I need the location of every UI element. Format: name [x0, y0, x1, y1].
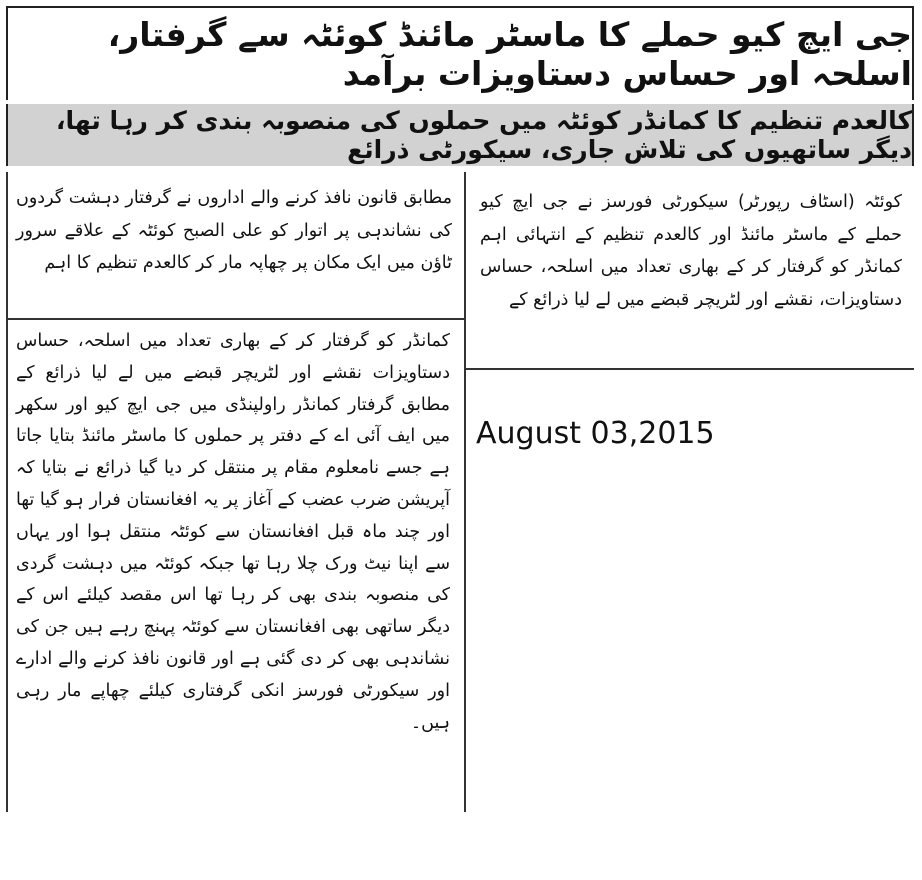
article-column-left-top — [8, 178, 460, 316]
headline: جی ایچ کیو حملے کا ماسٹر مائنڈ کوئٹہ سے گرفتار، اسلحہ اور حساس دستاویزات برآمد — [6, 6, 914, 100]
article-text-left-top: مطابق قانون نافذ کرنے والے اداروں نے گرفتار دہشت گردوں کی نشاندہی پر اتوار کو علی الصبح کوئٹہ کے علاقے سرور ٹاؤن میں ایک مکان پر چھاپہ مار کر کالعدم تنظیم کا اہم — [16, 188, 452, 273]
column-divider-bottom — [464, 318, 466, 812]
article-text-right: کوئٹہ (اسٹاف رپورٹر) سیکورٹی فورسز نے جی ایچ کیو حملے کے ماسٹر مائنڈ اور کالعدم تنظیم کے انتہائی اہم کمانڈر کو گرفتار کر کے بھاری تعداد میں اسلحہ، حساس دستاویزات، نقشے اور لٹریچر قبضے میں لے لیا ذرائع کے — [480, 192, 902, 310]
article-column-left-bottom — [8, 322, 460, 812]
article-text-left-bottom: کمانڈر کو گرفتار کر کے بھاری تعداد میں اسلحہ، حساس دستاویزات نقشے اور لٹریچر قبضے میں لے لیا ذرائع کے مطابق گرفتار کمانڈر راولپنڈی میں جی ایچ کیو اور سکھر میں ایف آئی اے کے دفتر پر حملوں کا ماسٹر مائنڈ بتایا جاتا ہے جسے نامعلوم مقام پر منتقل کر دیا گیا ذرائع نے بتایا کہ آپریشن ضرب عضب کے آغاز پر یہ افغانستان فرار ہو گیا تھا اور چند ماہ قبل افغانستان سے کوئٹہ منتقل ہوا اور یہاں سے اپنا نیٹ ورک چلا رہا تھا جبکہ کوئٹہ میں دہشت گردی کی منصوبہ بندی بھی کر رہا تھا اس مقصد کیلئے اس کے دیگر ساتھی بھی افغانستان سے کوئٹہ پہنچ رہے ہیں جن کی نشاندہی بھی کر دی گئی ہے اور قانون نافذ کرنے والے ادارے اور سیکورٹی فورسز انکی گرفتاری کیلئے چھاپے مار رہی ہیں۔ — [16, 331, 450, 733]
subheadline: کالعدم تنظیم کا کمانڈر کوئٹہ میں حملوں کی منصوبہ بندی کر رہا تھا، دیگر ساتھیوں کی تلاش جاری، سیکورٹی ذرائع — [6, 104, 914, 166]
publication-date: August 03,2015 — [476, 416, 715, 451]
column-rule-left-middle — [6, 318, 466, 320]
article-column-right — [472, 178, 912, 374]
